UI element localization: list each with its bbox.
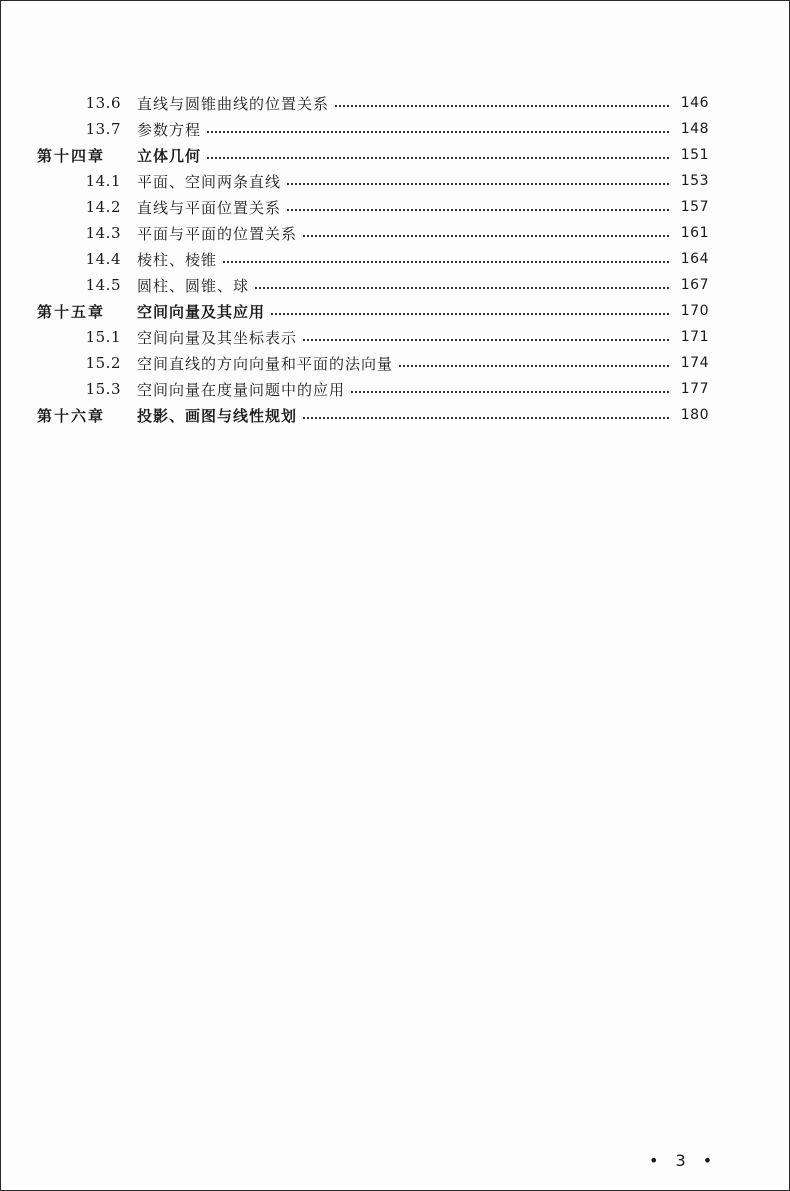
dot-leader — [207, 130, 669, 133]
toc-entry-14-1[interactable] — [37, 168, 709, 194]
entry-title: 平面、空间两条直线 — [137, 172, 282, 191]
toc-entry-14-3[interactable] — [37, 220, 709, 246]
entry-title: 直线与平面位置关系 — [137, 198, 282, 217]
dot-leader — [335, 104, 669, 107]
dot-leader — [271, 312, 669, 315]
chapter-title: 立体几何 — [137, 146, 202, 165]
entry-title: 直线与圆锥曲线的位置关系 — [137, 94, 330, 113]
entry-page: 167 — [680, 277, 709, 293]
entry-page: 170 — [680, 303, 709, 319]
entry-number: 14.1 — [85, 172, 121, 190]
dot-leader — [303, 338, 669, 341]
toc-chapter-15[interactable] — [37, 298, 709, 324]
entry-title: 圆柱、圆锥、球 — [137, 276, 250, 295]
entry-page: 180 — [680, 407, 709, 423]
dot-leader — [223, 260, 669, 263]
chapter-number: 第十四章 — [37, 146, 106, 165]
entry-page: 151 — [680, 147, 709, 163]
toc-entry-13-7[interactable] — [37, 116, 709, 142]
entry-title: 棱柱、棱锥 — [137, 250, 218, 269]
toc-entry-15-3[interactable] — [37, 376, 709, 402]
entry-number: 15.2 — [85, 354, 121, 372]
toc-entry-15-1[interactable] — [37, 324, 709, 350]
table-of-contents — [37, 90, 709, 428]
entry-number: 15.3 — [85, 380, 121, 398]
entry-number: 14.5 — [85, 276, 121, 294]
entry-number: 14.2 — [85, 198, 121, 216]
chapter-title: 投影、画图与线性规划 — [137, 406, 298, 425]
entry-title: 空间向量及其坐标表示 — [137, 328, 298, 347]
chapter-number: 第十六章 — [37, 406, 106, 425]
page-number: • 3 • — [649, 1151, 719, 1170]
dot-leader — [255, 286, 669, 289]
entry-page: 161 — [680, 225, 709, 241]
entry-title: 参数方程 — [137, 120, 202, 139]
toc-entry-14-5[interactable] — [37, 272, 709, 298]
toc-chapter-14[interactable] — [37, 142, 709, 168]
dot-leader — [351, 390, 669, 393]
dot-leader — [303, 234, 669, 237]
dot-leader — [303, 416, 669, 419]
entry-title: 空间直线的方向向量和平面的法向量 — [137, 354, 394, 373]
chapter-number: 第十五章 — [37, 302, 106, 321]
chapter-title: 空间向量及其应用 — [137, 302, 266, 321]
entry-page: 177 — [680, 381, 709, 397]
entry-number: 14.3 — [85, 224, 121, 242]
toc-entry-13-6[interactable] — [37, 90, 709, 116]
entry-number: 15.1 — [85, 328, 121, 346]
toc-chapter-16[interactable] — [37, 402, 709, 428]
toc-entry-14-2[interactable] — [37, 194, 709, 220]
entry-number: 14.4 — [85, 250, 121, 268]
entry-page: 153 — [680, 173, 709, 189]
entry-page: 171 — [680, 329, 709, 345]
entry-page: 164 — [680, 251, 709, 267]
entry-page: 174 — [680, 355, 709, 371]
dot-leader — [287, 182, 669, 185]
entry-number: 13.7 — [85, 120, 121, 138]
toc-entry-15-2[interactable] — [37, 350, 709, 376]
dot-leader — [399, 364, 669, 367]
entry-title: 空间向量在度量问题中的应用 — [137, 380, 346, 399]
dot-leader — [287, 208, 669, 211]
entry-number: 13.6 — [85, 94, 121, 112]
toc-entry-14-4[interactable] — [37, 246, 709, 272]
entry-page: 148 — [680, 121, 709, 137]
entry-page: 157 — [680, 199, 709, 215]
entry-page: 146 — [680, 95, 709, 111]
entry-title: 平面与平面的位置关系 — [137, 224, 298, 243]
dot-leader — [207, 156, 669, 159]
